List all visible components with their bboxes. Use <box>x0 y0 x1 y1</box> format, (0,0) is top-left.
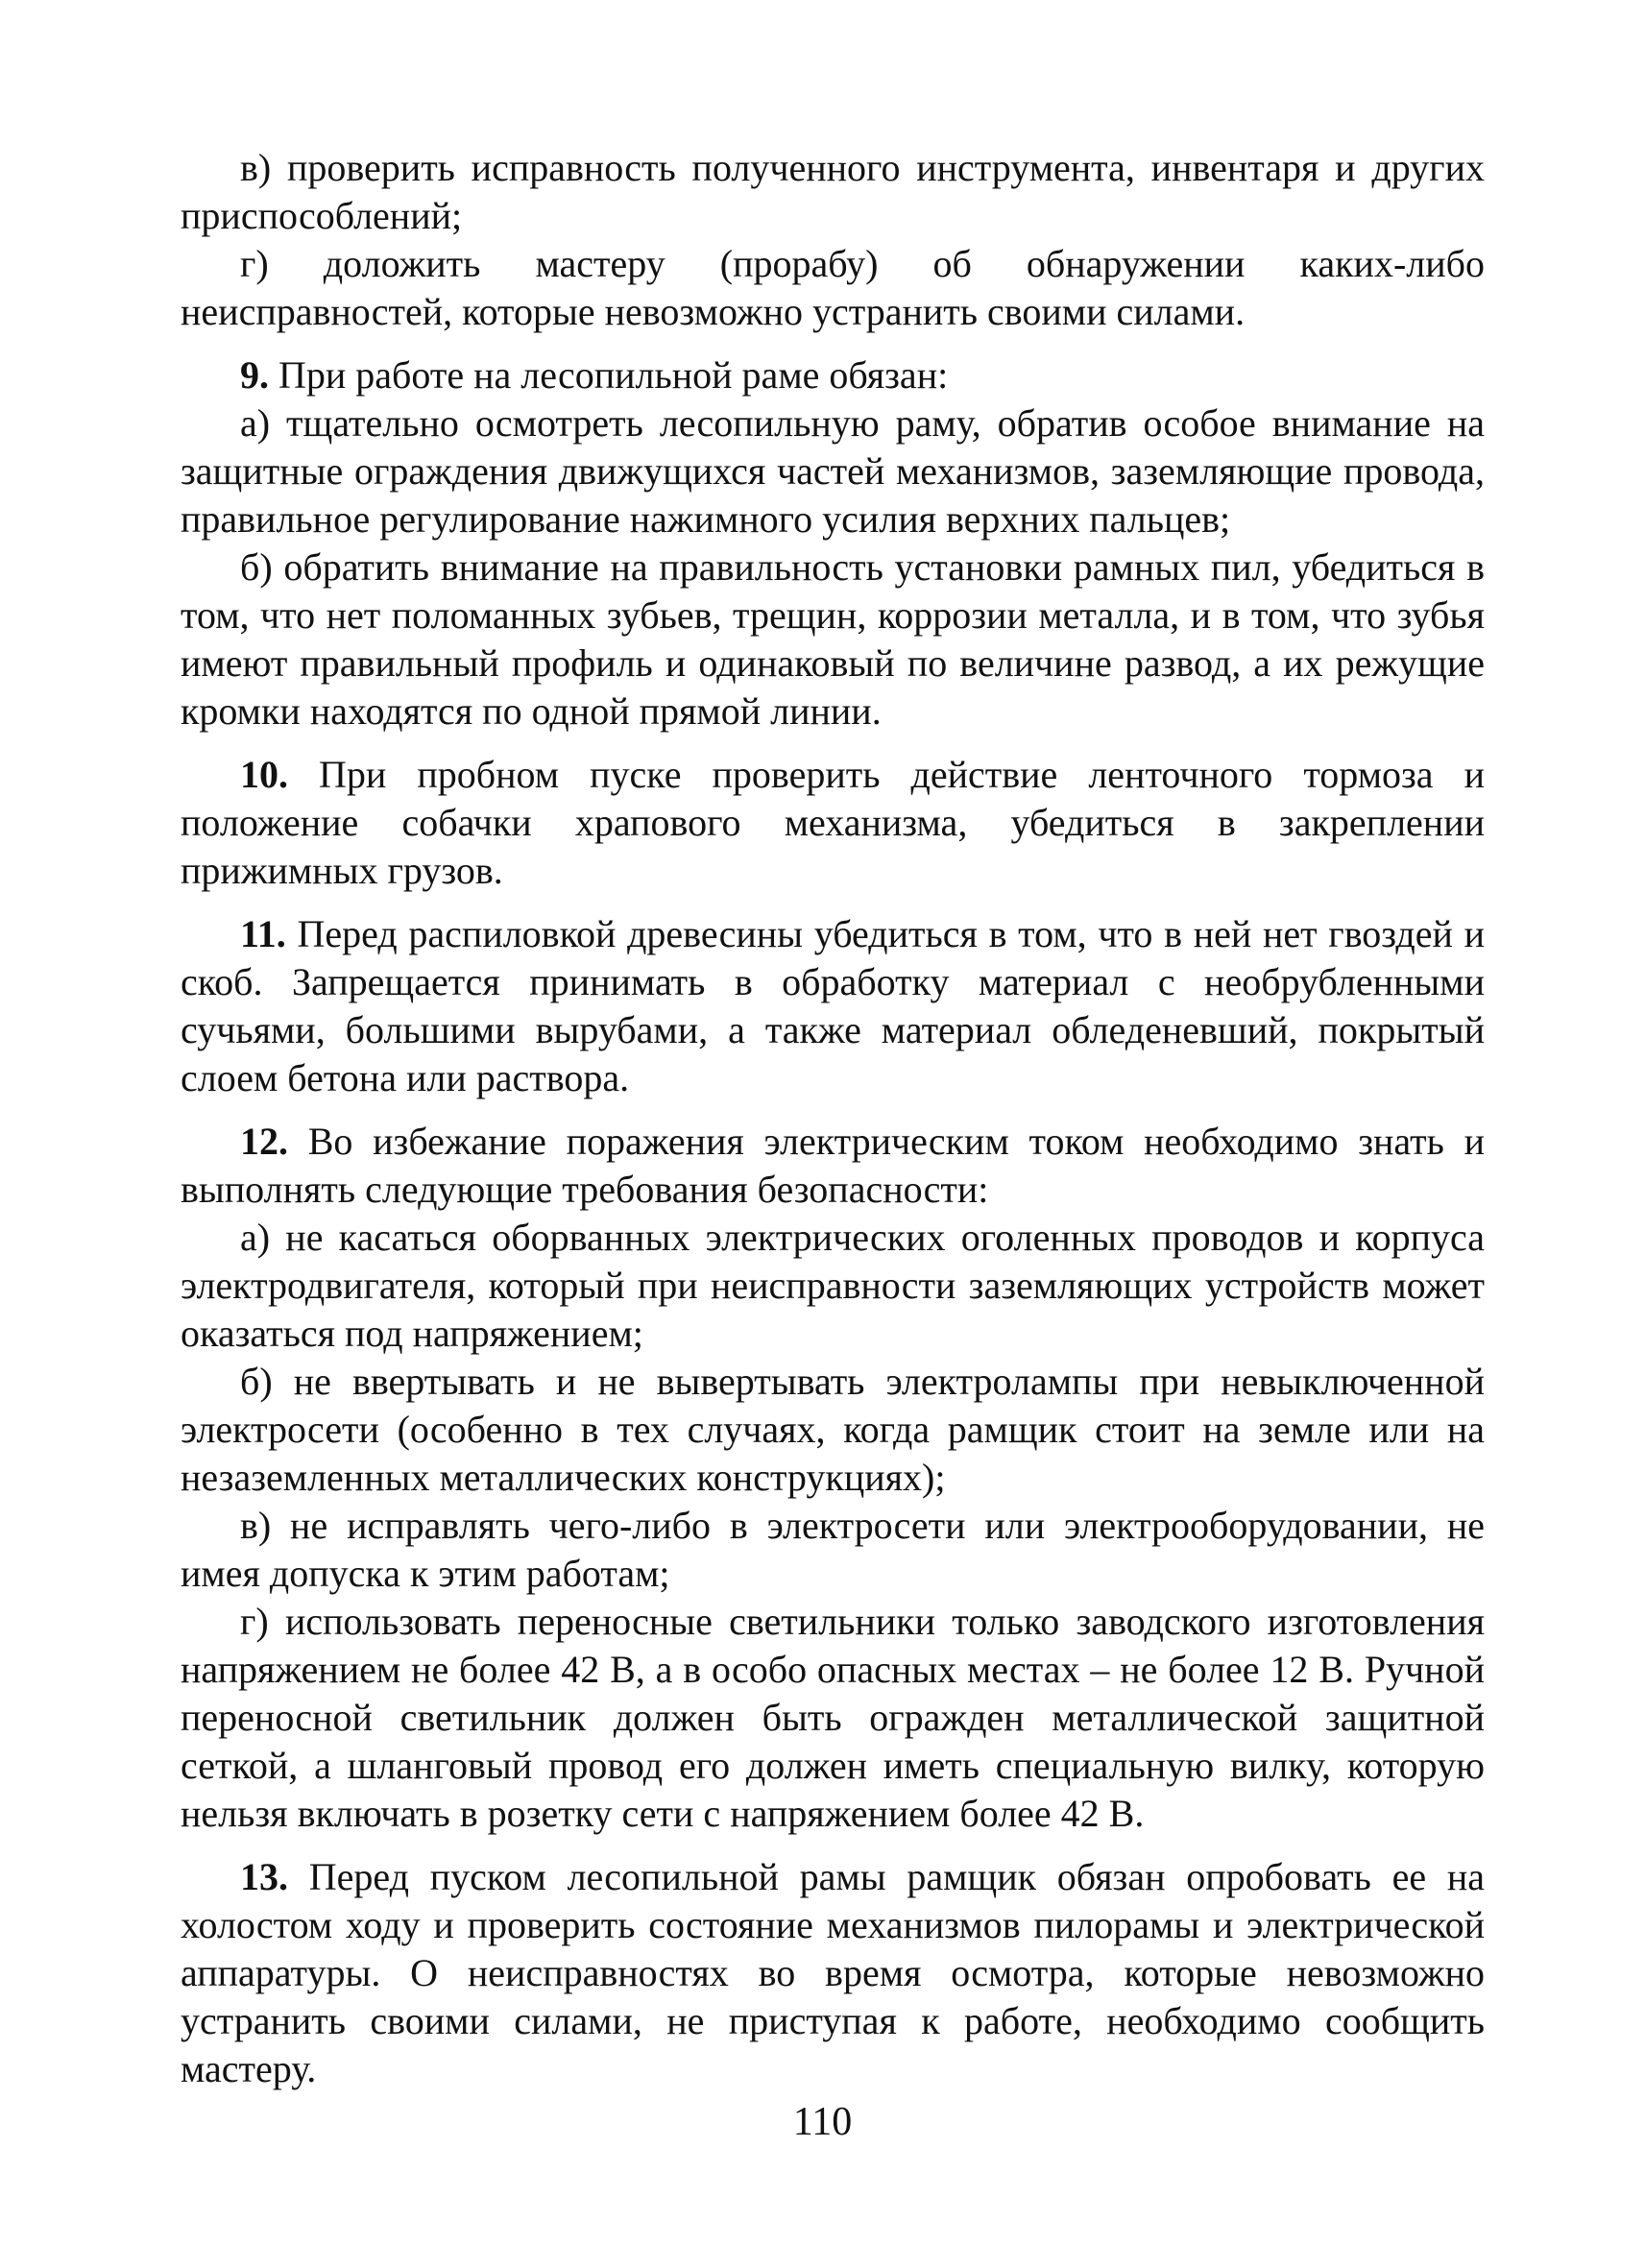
paragraph-text: г) использовать переносные светильники только заводского изготовления напряжением не более 42 В, а в особо опасных местах – не более 12 В. Ручной переносной светильник должен быть огражден металлической защитной сеткой, а шланговый провод его должен иметь специальную вилку, которую нельзя включать в розетку сети с напряжением более 42 В. <box>181 1600 1485 1835</box>
paragraph <box>181 240 1485 336</box>
paragraph <box>181 1358 1485 1502</box>
paragraph <box>181 1598 1485 1838</box>
paragraph-number: 9. <box>240 353 269 397</box>
paragraph-text: Перед пуском лесопильной рамы рамщик обязан опробовать ее на холостом ходу и проверить состояние механизмов пилорамы и электрической аппаратуры. О неисправностях во время осмотра, которые невозможно устранить своими силами, не приступая к работе, необходимо сообщить мастеру. <box>181 1855 1485 2090</box>
paragraph-text: Во избежание поражения электрическим током необходимо знать и выполнять следующие требования безопасности: <box>181 1120 1485 1211</box>
paragraph <box>181 1853 1485 2093</box>
paragraph-text: г) доложить мастеру (прорабу) об обнаружении каких-либо неисправностей, которые невозможно устранить своими силами. <box>181 242 1485 333</box>
paragraph-number: 10. <box>240 753 288 796</box>
paragraph <box>181 144 1485 240</box>
paragraph-text: а) тщательно осмотреть лесопильную раму, обратив особое внимание на защитные ограждения движущихся частей механизмов, заземляющие провода, правильное регулирование нажимного усилия верхних пальцев; <box>181 401 1485 541</box>
paragraph <box>181 751 1485 895</box>
paragraph <box>181 1502 1485 1598</box>
paragraph <box>181 399 1485 543</box>
paragraph-text: При пробном пуске проверить действие ленточного тормоза и положение собачки храпового механизма, убедиться в закреплении прижимных грузов. <box>181 753 1485 892</box>
paragraph <box>181 910 1485 1102</box>
page-number: 110 <box>792 2100 853 2144</box>
paragraph-text: б) обратить внимание на правильность установки рамных пил, убедиться в том, что нет поломанных зубьев, трещин, коррозии металла, и в том, что зубья имеют правильный профиль и одинаковый по величине развод, а их режущие кромки находятся по одной прямой линии. <box>181 545 1485 733</box>
paragraph <box>181 1118 1485 1214</box>
paragraph <box>181 543 1485 736</box>
paragraph-text: б) не ввертывать и не вывертывать электролампы при невыключенной электросети (особенно в тех случаях, когда рамщик стоит на земле или на незаземленных металлических конструкциях); <box>181 1360 1485 1499</box>
page-body <box>181 144 1485 2093</box>
paragraph-number: 12. <box>240 1120 288 1163</box>
paragraph <box>181 1214 1485 1358</box>
paragraph-text: Перед распиловкой древесины убедиться в том, что в ней нет гвоздей и скоб. Запрещается принимать в обработку материал с необрубленными сучьями, большими вырубами, а также материал обледеневший, покрытый слоем бетона или раствора. <box>181 912 1485 1099</box>
paragraph-number: 11. <box>240 912 286 955</box>
paragraph-number: 13. <box>240 1855 288 1898</box>
paragraph-text: При работе на лесопильной раме обязан: <box>269 353 949 397</box>
paragraph-text: а) не касаться оборванных электрических оголенных проводов и корпуса электродвигателя, который при неисправности заземляющих устройств может оказаться под напряжением; <box>181 1216 1485 1355</box>
paragraph <box>181 351 1485 399</box>
paragraph-text: в) не исправлять чего-либо в электросети или электрооборудовании, не имея допуска к этим работам; <box>181 1504 1485 1595</box>
paragraph-text: в) проверить исправность полученного инструмента, инвентаря и других приспособлений; <box>181 146 1485 237</box>
